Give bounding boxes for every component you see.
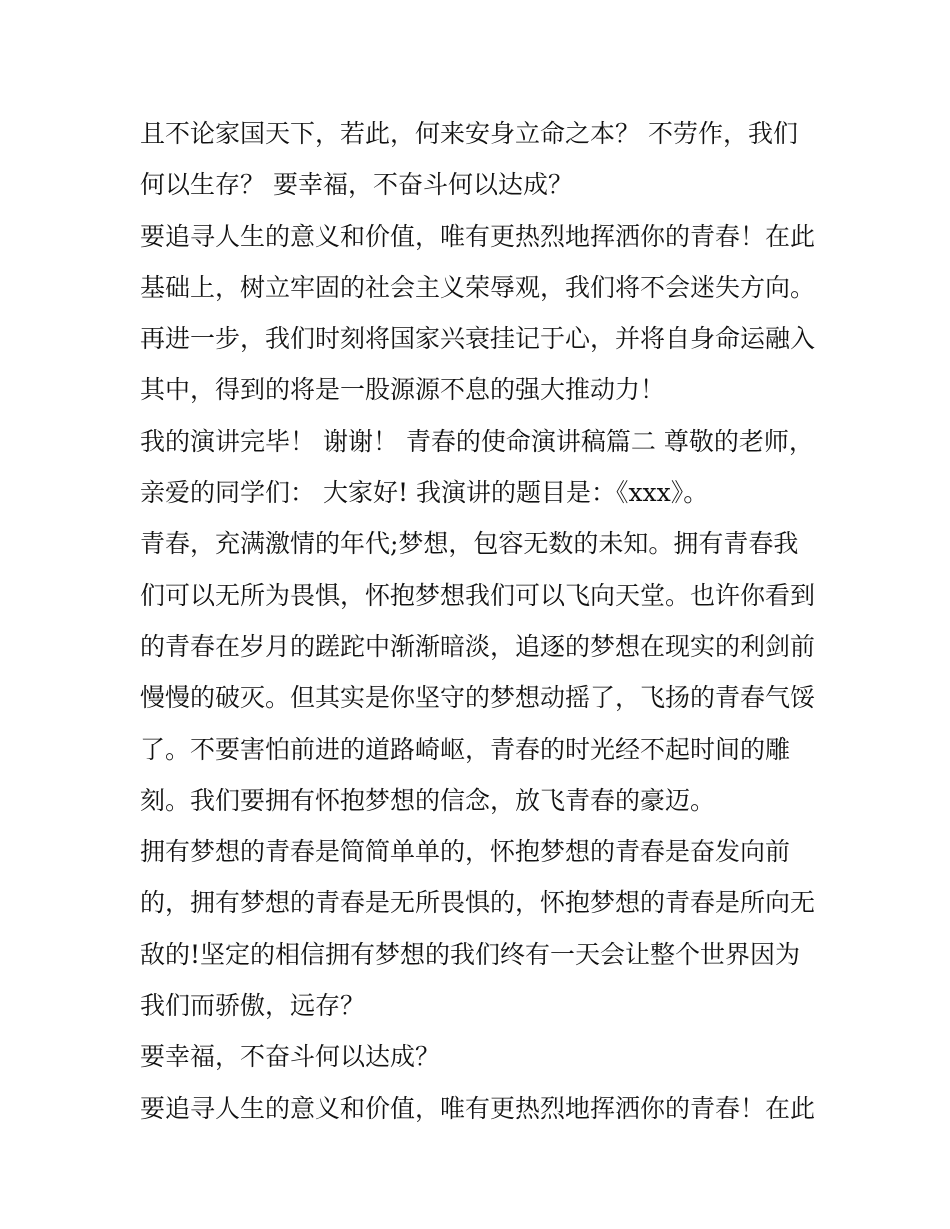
text-line: 我的演讲完毕！ 谢谢！ 青春的使命演讲稿篇二 尊敬的老师，	[140, 426, 814, 456]
text-line: 拥有梦想的青春是简简单单的，怀抱梦想的青春是奋发向前	[140, 837, 791, 867]
text-line: 们可以无所为畏惧，怀抱梦想我们可以飞向天堂。也许你看到	[140, 580, 816, 610]
text-line: 敌的!坚定的相信拥有梦想的我们终有一天会让整个世界因为	[140, 939, 801, 969]
text-line: 了。不要害怕前进的道路崎岖，青春的时光经不起时间的雕	[140, 734, 791, 764]
text-line: 要追寻人生的意义和价值，唯有更热烈地挥洒你的青春！在此	[140, 1093, 816, 1123]
text-line: 基础上，树立牢固的社会主义荣辱观，我们将不会迷失方向。	[140, 272, 816, 302]
text-line: 刻。我们要拥有怀抱梦想的信念，放飞青春的豪迈。	[140, 785, 716, 815]
text-line: 其中，得到的将是一股源源不息的强大推动力！	[140, 375, 666, 405]
text-line: 且不论家国天下，若此，何来安身立命之本？ 不劳作，我们	[140, 119, 798, 148]
document-body	[140, 108, 830, 1134]
text-line: 再进一步，我们时刻将国家兴衰挂记于心，并将自身命运融入	[140, 324, 816, 354]
text-line: 何以生存？ 要幸福，不奋斗何以达成？	[140, 170, 573, 200]
text-line: 要幸福，不奋斗何以达成？	[140, 1042, 441, 1072]
text-line: 我们而骄傲，远存？	[140, 991, 366, 1021]
text-line: 的青春在岁月的蹉跎中渐渐暗淡，追逐的梦想在现实的利剑前	[140, 631, 816, 661]
text-line: 青春，充满激情的年代;梦想，包容无数的未知。拥有青春我	[140, 529, 799, 559]
text-line: 亲爱的同学们： 大家好! 我演讲的题目是：《xxx》。	[140, 478, 709, 508]
text-line: 的，拥有梦想的青春是无所畏惧的，怀抱梦想的青春是所向无	[140, 888, 816, 918]
text-line: 要追寻人生的意义和价值，唯有更热烈地挥洒你的青春！在此	[140, 221, 816, 251]
text-line: 慢慢的破灭。但其实是你坚守的梦想动摇了，飞扬的青春气馁	[140, 683, 816, 713]
